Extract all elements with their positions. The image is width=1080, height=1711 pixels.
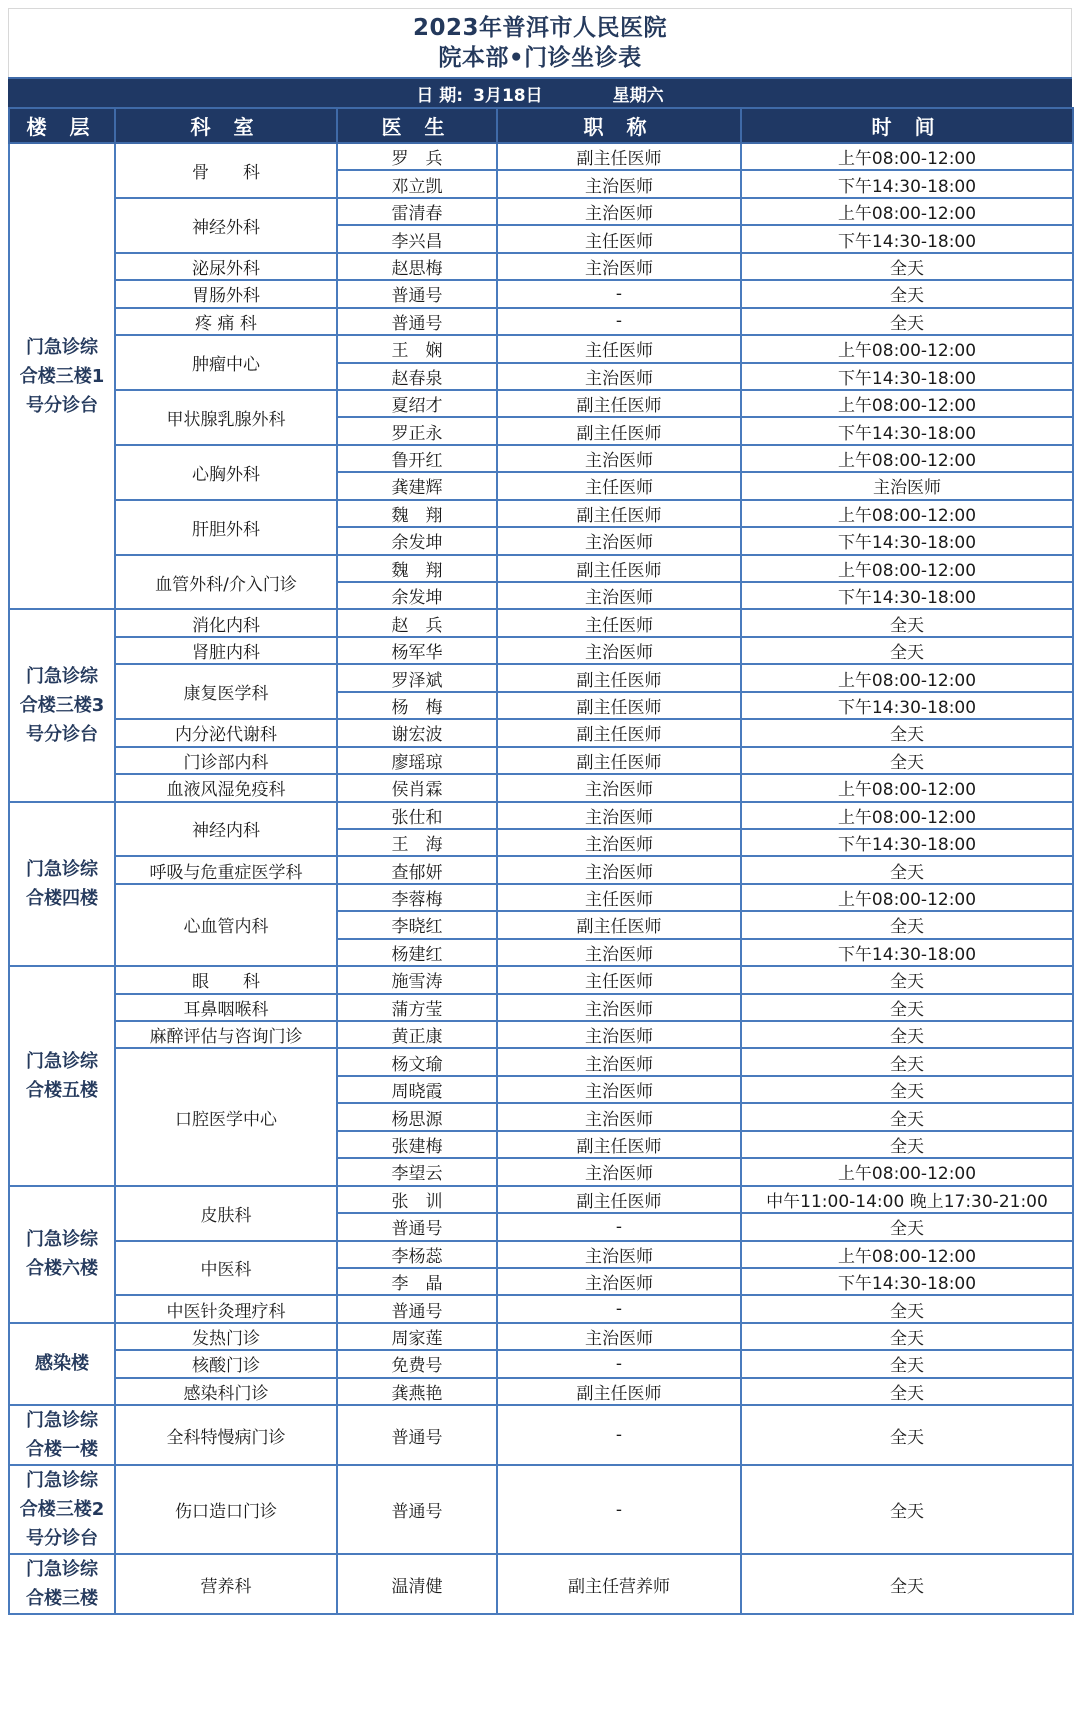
title-cell: 主治医师 (497, 1158, 741, 1185)
floor-cell (9, 1323, 115, 1405)
department-cell: 发热门诊 (115, 1323, 337, 1350)
title-cell: 副主任医师 (497, 1131, 741, 1158)
time-cell: 全天 (741, 1323, 1073, 1350)
floor-label-line: 门急诊综 (26, 1050, 98, 1072)
doctor-cell: 罗泽斌 (337, 664, 497, 691)
doctor-cell: 普通号 (337, 280, 497, 307)
title-cell: 主治医师 (497, 1241, 741, 1268)
department-cell: 肝胆外科 (115, 500, 337, 555)
time-cell: 上午08:00-12:00 (741, 445, 1073, 472)
time-cell: 全天 (741, 911, 1073, 938)
title-cell: 副主任医师 (497, 719, 741, 746)
floor-label-line: 门急诊综 (26, 665, 98, 687)
floor-label-line: 合楼四楼 (26, 887, 98, 909)
doctor-cell: 谢宏波 (337, 719, 497, 746)
department-cell: 口腔医学中心 (115, 1048, 337, 1185)
title-block (8, 8, 1072, 77)
title-cell: 副主任医师 (497, 911, 741, 938)
title-cell: - (497, 280, 741, 307)
doctor-cell: 魏 翔 (337, 555, 497, 582)
title-cell: 主治医师 (497, 1076, 741, 1103)
table-row (9, 500, 1073, 527)
time-cell: 全天 (741, 719, 1073, 746)
doctor-cell: 普通号 (337, 1465, 497, 1554)
floor-cell (9, 966, 115, 1186)
floor-label-line: 门急诊综 (26, 336, 98, 358)
table-row (9, 802, 1073, 829)
title-cell: 副主任医师 (497, 747, 741, 774)
schedule-sheet (8, 8, 1072, 1615)
title-cell: 主治医师 (497, 170, 741, 197)
title-cell: 副主任医师 (497, 692, 741, 719)
department-cell: 心血管内科 (115, 884, 337, 966)
floor-label-line: 号分诊台 (26, 723, 98, 745)
doctor-cell: 廖瑶琼 (337, 747, 497, 774)
time-cell: 中午11:00-14:00 晚上17:30-21:00 (741, 1186, 1073, 1213)
time-cell: 上午08:00-12:00 (741, 555, 1073, 582)
department-cell: 骨 科 (115, 143, 337, 198)
col-header-doctor: 医 生 (337, 108, 497, 143)
floor-cell (9, 802, 115, 967)
time-cell: 上午08:00-12:00 (741, 774, 1073, 801)
title-cell: 副主任医师 (497, 1378, 741, 1405)
schedule-title: 院本部•门诊坐诊表 (438, 45, 642, 71)
floor-cell (9, 609, 115, 801)
time-cell: 全天 (741, 1350, 1073, 1377)
doctor-cell: 罗 兵 (337, 143, 497, 170)
table-row (9, 1405, 1073, 1465)
title-cell: 主治医师 (497, 1103, 741, 1130)
title-cell: 主任医师 (497, 884, 741, 911)
time-cell: 全天 (741, 1405, 1073, 1465)
doctor-cell: 李杨蕊 (337, 1241, 497, 1268)
table-row (9, 143, 1073, 170)
floor-label-line: 门急诊综 (26, 1470, 98, 1492)
time-cell: 全天 (741, 1465, 1073, 1554)
title-cell: 主任医师 (497, 966, 741, 993)
time-cell: 下午14:30-18:00 (741, 527, 1073, 554)
time-cell: 全天 (741, 253, 1073, 280)
time-cell: 下午14:30-18:00 (741, 225, 1073, 252)
title-cell: 主任医师 (497, 472, 741, 499)
department-cell: 疼 痛 科 (115, 308, 337, 335)
floor-label-line: 合楼三楼2 (19, 1499, 105, 1521)
table-row (9, 966, 1073, 993)
title-cell: 主任医师 (497, 609, 741, 636)
doctor-cell: 杨文瑜 (337, 1048, 497, 1075)
floor-label-line: 感染楼 (35, 1353, 89, 1375)
department-cell: 血液风湿免疫科 (115, 774, 337, 801)
time-cell: 下午14:30-18:00 (741, 170, 1073, 197)
weekday-value: 星期六 (612, 85, 664, 106)
title-cell: 主任医师 (497, 335, 741, 362)
time-cell: 下午14:30-18:00 (741, 939, 1073, 966)
time-cell: 上午08:00-12:00 (741, 664, 1073, 691)
title-cell: - (497, 1213, 741, 1240)
table-row (9, 774, 1073, 801)
time-cell: 下午14:30-18:00 (741, 582, 1073, 609)
department-cell: 中医针灸理疗科 (115, 1295, 337, 1322)
doctor-cell: 赵思梅 (337, 253, 497, 280)
floor-label-line: 合楼一楼 (26, 1439, 98, 1461)
title-cell: 副主任医师 (497, 390, 741, 417)
time-cell: 上午08:00-12:00 (741, 335, 1073, 362)
doctor-cell: 周家莲 (337, 1323, 497, 1350)
floor-label-line: 合楼六楼 (26, 1258, 98, 1280)
doctor-cell: 张 训 (337, 1186, 497, 1213)
doctor-cell: 普通号 (337, 1213, 497, 1240)
title-cell: - (497, 1295, 741, 1322)
time-cell: 下午14:30-18:00 (741, 692, 1073, 719)
time-cell: 上午08:00-12:00 (741, 1241, 1073, 1268)
title-cell: 主治医师 (497, 802, 741, 829)
title-cell: 主治医师 (497, 527, 741, 554)
floor-label-line: 门急诊综 (26, 1559, 98, 1581)
department-cell: 呼吸与危重症医学科 (115, 856, 337, 883)
doctor-cell: 李望云 (337, 1158, 497, 1185)
table-row (9, 198, 1073, 225)
table-row (9, 1295, 1073, 1322)
doctor-cell: 杨军华 (337, 637, 497, 664)
floor-label-line: 合楼三楼3 (19, 694, 105, 716)
doctor-cell: 邓立凯 (337, 170, 497, 197)
doctor-cell: 周晓霞 (337, 1076, 497, 1103)
table-row (9, 747, 1073, 774)
table-row (9, 609, 1073, 636)
table-row (9, 1378, 1073, 1405)
time-cell: 全天 (741, 1048, 1073, 1075)
floor-label-line: 门急诊综 (26, 1410, 98, 1432)
schedule-table (8, 107, 1074, 1615)
table-row (9, 664, 1073, 691)
doctor-cell: 李兴昌 (337, 225, 497, 252)
department-cell: 耳鼻咽喉科 (115, 994, 337, 1021)
table-row (9, 555, 1073, 582)
time-cell: 全天 (741, 856, 1073, 883)
title-cell: 主治医师 (497, 1021, 741, 1048)
table-row (9, 1554, 1073, 1614)
table-row (9, 390, 1073, 417)
header-row (9, 108, 1073, 143)
title-cell: 副主任医师 (497, 1186, 741, 1213)
doctor-cell: 查郁妍 (337, 856, 497, 883)
title-cell: 副主任医师 (497, 664, 741, 691)
table-row (9, 1048, 1073, 1075)
doctor-cell: 魏 翔 (337, 500, 497, 527)
doctor-cell: 普通号 (337, 1295, 497, 1322)
table-row (9, 994, 1073, 1021)
col-header-floor: 楼 层 (9, 108, 115, 143)
table-row (9, 637, 1073, 664)
title-cell: 主治医师 (497, 856, 741, 883)
time-cell: 全天 (741, 1021, 1073, 1048)
department-cell: 神经内科 (115, 802, 337, 857)
hospital-title: 2023年普洱市人民医院 (412, 15, 667, 41)
title-cell: 主治医师 (497, 445, 741, 472)
title-cell: 主治医师 (497, 939, 741, 966)
title-cell: 主治医师 (497, 1048, 741, 1075)
time-cell: 下午14:30-18:00 (741, 363, 1073, 390)
department-cell: 全科特慢病门诊 (115, 1405, 337, 1465)
department-cell: 泌尿外科 (115, 253, 337, 280)
floor-label-line: 合楼三楼 (26, 1588, 98, 1610)
time-cell: 全天 (741, 637, 1073, 664)
doctor-cell: 王 海 (337, 829, 497, 856)
department-cell: 营养科 (115, 1554, 337, 1614)
department-cell: 胃肠外科 (115, 280, 337, 307)
doctor-cell: 赵 兵 (337, 609, 497, 636)
doctor-cell: 黄正康 (337, 1021, 497, 1048)
floor-label-line: 合楼三楼1 (19, 365, 105, 387)
doctor-cell: 杨思源 (337, 1103, 497, 1130)
table-row (9, 1323, 1073, 1350)
time-cell: 全天 (741, 1213, 1073, 1240)
department-cell: 麻醉评估与咨询门诊 (115, 1021, 337, 1048)
time-cell: 全天 (741, 994, 1073, 1021)
time-cell: 下午14:30-18:00 (741, 1268, 1073, 1295)
col-header-title: 职 称 (497, 108, 741, 143)
time-cell: 全天 (741, 747, 1073, 774)
time-cell: 全天 (741, 1295, 1073, 1322)
col-header-department: 科 室 (115, 108, 337, 143)
department-cell: 肾脏内科 (115, 637, 337, 664)
title-cell: 主治医师 (497, 1268, 741, 1295)
table-row (9, 1186, 1073, 1213)
department-cell: 心胸外科 (115, 445, 337, 500)
doctor-cell: 免费号 (337, 1350, 497, 1377)
time-cell: 上午08:00-12:00 (741, 802, 1073, 829)
doctor-cell: 温清健 (337, 1554, 497, 1614)
doctor-cell: 杨 梅 (337, 692, 497, 719)
floor-label-line: 门急诊综 (26, 858, 98, 880)
department-cell: 神经外科 (115, 198, 337, 253)
doctor-cell: 龚建辉 (337, 472, 497, 499)
department-cell: 门诊部内科 (115, 747, 337, 774)
time-cell: 上午08:00-12:00 (741, 1158, 1073, 1185)
title-cell: 主治医师 (497, 253, 741, 280)
title-cell: 主治医师 (497, 637, 741, 664)
department-cell: 伤口造口门诊 (115, 1465, 337, 1554)
floor-label-line: 合楼五楼 (26, 1079, 98, 1101)
table-row (9, 884, 1073, 911)
floor-label-line: 门急诊综 (26, 1229, 98, 1251)
department-cell: 感染科门诊 (115, 1378, 337, 1405)
table-row (9, 445, 1073, 472)
doctor-cell: 杨建红 (337, 939, 497, 966)
title-cell: 主治医师 (497, 1323, 741, 1350)
doctor-cell: 张建梅 (337, 1131, 497, 1158)
title-cell: - (497, 1350, 741, 1377)
title-cell: 副主任营养师 (497, 1554, 741, 1614)
doctor-cell: 鲁开红 (337, 445, 497, 472)
time-cell: 上午08:00-12:00 (741, 198, 1073, 225)
time-cell: 全天 (741, 1554, 1073, 1614)
department-cell: 核酸门诊 (115, 1350, 337, 1377)
table-row (9, 308, 1073, 335)
table-row (9, 1350, 1073, 1377)
floor-cell (9, 1465, 115, 1554)
table-row (9, 856, 1073, 883)
title-cell: 主治医师 (497, 363, 741, 390)
department-cell: 内分泌代谢科 (115, 719, 337, 746)
doctor-cell: 赵春泉 (337, 363, 497, 390)
time-cell: 下午14:30-18:00 (741, 417, 1073, 444)
time-cell: 上午08:00-12:00 (741, 390, 1073, 417)
time-cell: 下午14:30-18:00 (741, 829, 1073, 856)
time-cell: 全天 (741, 308, 1073, 335)
doctor-cell: 李 晶 (337, 1268, 497, 1295)
time-cell: 全天 (741, 1103, 1073, 1130)
doctor-cell: 张仕和 (337, 802, 497, 829)
doctor-cell: 侯肖霖 (337, 774, 497, 801)
title-cell: 副主任医师 (497, 417, 741, 444)
floor-cell (9, 1405, 115, 1465)
title-cell: 主治医师 (497, 582, 741, 609)
doctor-cell: 罗正永 (337, 417, 497, 444)
title-cell: 主治医师 (497, 198, 741, 225)
title-cell: - (497, 1465, 741, 1554)
table-row (9, 280, 1073, 307)
time-cell: 全天 (741, 1131, 1073, 1158)
schedule-body (9, 143, 1073, 1614)
department-cell: 甲状腺乳腺外科 (115, 390, 337, 445)
table-row (9, 335, 1073, 362)
col-header-time: 时 间 (741, 108, 1073, 143)
doctor-cell: 普通号 (337, 308, 497, 335)
time-cell: 全天 (741, 280, 1073, 307)
doctor-cell: 龚燕艳 (337, 1378, 497, 1405)
doctor-cell: 施雪涛 (337, 966, 497, 993)
department-cell: 血管外科/介入门诊 (115, 555, 337, 610)
title-cell: 主治医师 (497, 829, 741, 856)
time-cell: 主治医师 (741, 472, 1073, 499)
title-cell: 主任医师 (497, 225, 741, 252)
date-value: 3月18日 (473, 85, 543, 106)
floor-cell (9, 1186, 115, 1323)
table-row (9, 1021, 1073, 1048)
table-row (9, 1465, 1073, 1554)
doctor-cell: 余发坤 (337, 582, 497, 609)
floor-cell (9, 1554, 115, 1614)
floor-label-line: 号分诊台 (26, 1528, 98, 1550)
department-cell: 皮肤科 (115, 1186, 337, 1241)
title-cell: 主治医师 (497, 774, 741, 801)
title-cell: - (497, 308, 741, 335)
doctor-cell: 王 娴 (337, 335, 497, 362)
department-cell: 中医科 (115, 1241, 337, 1296)
title-cell: 副主任医师 (497, 555, 741, 582)
date-bar (8, 77, 1072, 107)
title-cell: 副主任医师 (497, 500, 741, 527)
date-label: 日 期: (416, 85, 464, 106)
time-cell: 全天 (741, 966, 1073, 993)
doctor-cell: 蒲方莹 (337, 994, 497, 1021)
floor-label-line: 号分诊台 (26, 394, 98, 416)
time-cell: 全天 (741, 1378, 1073, 1405)
table-row (9, 1241, 1073, 1268)
time-cell: 上午08:00-12:00 (741, 884, 1073, 911)
title-cell: - (497, 1405, 741, 1465)
doctor-cell: 李晓红 (337, 911, 497, 938)
floor-cell (9, 143, 115, 609)
doctor-cell: 普通号 (337, 1405, 497, 1465)
time-cell: 上午08:00-12:00 (741, 500, 1073, 527)
doctor-cell: 余发坤 (337, 527, 497, 554)
doctor-cell: 李蓉梅 (337, 884, 497, 911)
time-cell: 上午08:00-12:00 (741, 143, 1073, 170)
department-cell: 消化内科 (115, 609, 337, 636)
time-cell: 全天 (741, 1076, 1073, 1103)
doctor-cell: 夏绍才 (337, 390, 497, 417)
table-row (9, 253, 1073, 280)
time-cell: 全天 (741, 609, 1073, 636)
table-row (9, 719, 1073, 746)
title-cell: 主治医师 (497, 994, 741, 1021)
department-cell: 肿瘤中心 (115, 335, 337, 390)
department-cell: 眼 科 (115, 966, 337, 993)
title-cell: 副主任医师 (497, 143, 741, 170)
doctor-cell: 雷清春 (337, 198, 497, 225)
department-cell: 康复医学科 (115, 664, 337, 719)
